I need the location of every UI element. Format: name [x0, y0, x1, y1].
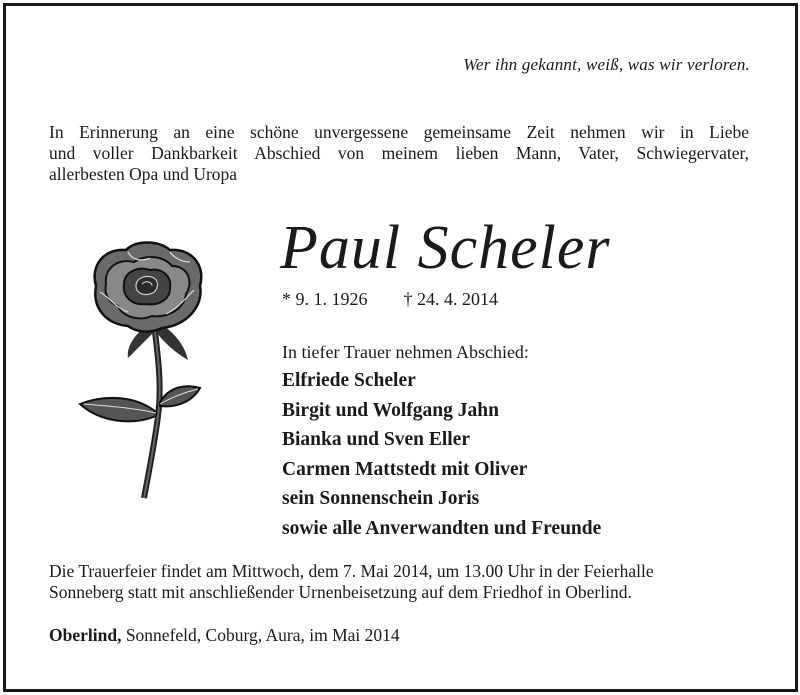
intro-line: In Erinnerung an eine schöne unvergessene gemeinsame Zeit nehmen wir in Liebe — [49, 122, 749, 142]
mourner-item: sein Sonnenschein Joris — [282, 488, 480, 509]
funeral-line: Sonneberg statt mit anschließender Urnenbeisetzung auf dem Friedhof in Oberlind. — [49, 582, 632, 602]
funeral-info — [49, 561, 749, 603]
mourner-item: sowie alle Anverwandten und Freunde — [282, 517, 602, 539]
obituary-notice — [3, 3, 798, 692]
intro-line: allerbesten Opa und Uropa — [49, 164, 238, 184]
mourner-item: Birgit und Wolfgang Jahn — [282, 399, 499, 421]
rose-icon — [66, 236, 216, 506]
mourner-item: Carmen Mattstedt mit Oliver — [282, 458, 528, 480]
life-dates — [282, 289, 498, 310]
intro-line: und voller Dankbarkeit Abschied von meinem lieben Mann, Vater, Schwiegervater, — [49, 143, 749, 163]
deceased-name: Paul Scheler — [280, 214, 611, 282]
mourner-item: Elfriede Scheler — [282, 370, 416, 391]
place-date — [49, 625, 400, 646]
mourner-item: Bianka und Sven Eller — [282, 429, 471, 450]
place-rest: Sonnefeld, Coburg, Aura, im Mai 2014 — [121, 625, 400, 645]
funeral-line: Die Trauerfeier findet am Mittwoch, dem 7. Mai 2014, um 13.00 Uhr in der Feierhalle — [49, 561, 654, 581]
mourners-list — [282, 366, 601, 543]
intro-text — [49, 122, 749, 185]
place-town: Oberlind, — [49, 625, 122, 645]
death-date: † 24. 4. 2014 — [403, 289, 498, 309]
birth-date: * 9. 1. 1926 — [282, 289, 368, 309]
mourners-intro: In tiefer Trauer nehmen Abschied: — [282, 342, 529, 362]
motto: Wer ihn gekannt, weiß, was wir verloren. — [463, 55, 750, 74]
